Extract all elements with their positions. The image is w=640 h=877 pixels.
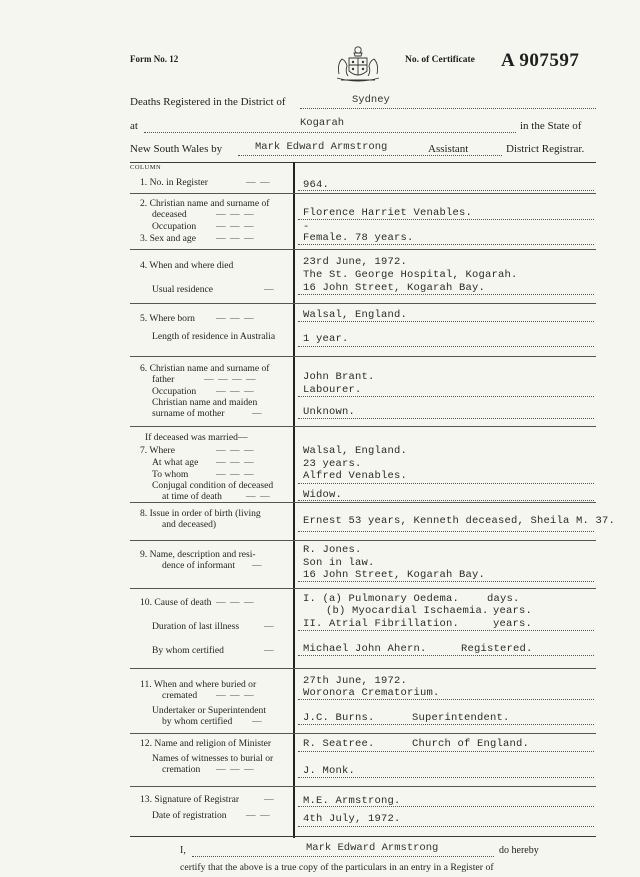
undertaker-name-value: J.C. Burns. — [303, 712, 375, 724]
register-number-label: 1. No. in Register — [140, 177, 208, 188]
certificate-number-label: No. of Certificate — [405, 55, 475, 65]
registrar-fill-line — [238, 155, 502, 156]
row-separator — [130, 733, 596, 734]
undertaker-label: Undertaker or Superintendent — [152, 705, 267, 716]
mother-name-label: Christian name and maiden — [152, 397, 258, 408]
cause-3-duration: years. — [493, 618, 533, 630]
do-hereby-label: do hereby — [499, 845, 539, 856]
registrar-signature-label: 13. Signature of Registrar — [140, 794, 240, 805]
father-name-value: John Brant. — [303, 371, 375, 383]
cause-2-duration: years. — [493, 605, 533, 617]
burial-date-value: 27th June, 1972. — [303, 675, 408, 687]
usual-residence-value: 16 John Street, Kogarah Bay. — [303, 282, 486, 294]
district-value: Sydney — [352, 94, 390, 106]
deceased-name-label-2: deceased — [152, 209, 187, 220]
father-name-label: 6. Christian name and surname of — [140, 363, 270, 374]
row-separator — [130, 588, 596, 589]
witnesses-label-2: cremation — [162, 764, 201, 775]
birthplace-label: 5. Where born — [140, 313, 195, 324]
sex-age-label: 3. Sex and age — [140, 233, 196, 244]
district-fill-line — [300, 108, 596, 109]
informant-description-value: Son in law. — [303, 557, 375, 569]
certifier-status-value: Registered. — [461, 643, 533, 655]
registration-date-value: 4th July, 1972. — [303, 813, 401, 825]
certified-by-label: By whom certified — [152, 645, 224, 656]
cause-1-value: I. (a) Pulmonary Oedema. — [303, 593, 460, 605]
conjugal-condition-label: Conjugal condition of deceased — [152, 480, 274, 491]
if-married-label: If deceased was married— — [145, 432, 248, 443]
registrar-prefix-label: New South Wales by — [130, 143, 223, 155]
row-separator — [130, 786, 596, 787]
usual-residence-label: Usual residence — [152, 284, 214, 295]
death-date-value: 23rd June, 1972. — [303, 256, 408, 268]
cause-3-value: II. Atrial Fibrillation. — [303, 618, 460, 630]
deceased-occupation-label: Occupation — [152, 221, 197, 232]
burial-place-value: Woronora Crematorium. — [303, 687, 440, 699]
row-separator — [130, 356, 596, 357]
conjugal-condition-value: Widow. — [303, 489, 343, 501]
marriage-place-value: Walsal, England. — [303, 445, 408, 457]
register-number-value: 964. — [303, 179, 330, 191]
death-when-where-label: 4. When and where died — [140, 260, 234, 271]
coat-of-arms-seal — [333, 44, 383, 84]
certificate-number: A 907597 — [501, 50, 580, 71]
registrar-signature-value: M.E. Armstrong. — [303, 795, 401, 807]
father-occupation-value: Labourer. — [303, 384, 362, 396]
spouse-label: To whom — [152, 469, 189, 480]
sex-age-value: Female. 78 years. — [303, 232, 414, 244]
burial-label-2: cremated — [162, 690, 198, 701]
place-value: Kogarah — [300, 117, 345, 129]
place-fill-line — [144, 132, 516, 133]
burial-label: 11. When and where buried or — [140, 679, 257, 690]
deceased-name-value: Florence Harriet Venables. — [303, 207, 473, 219]
informant-label: 9. Name, description and resi- — [140, 549, 256, 560]
cause-of-death-label: 10. Cause of death — [140, 597, 212, 608]
certify-i-label: I, — [180, 845, 186, 856]
death-place-value: The St. George Hospital, Kogarah. — [303, 269, 518, 281]
witnesses-label: Names of witnesses to burial or — [152, 753, 274, 764]
row-separator — [130, 303, 596, 304]
illness-duration-label: Duration of last illness — [152, 621, 240, 632]
informant-label-2: dence of informant — [162, 560, 235, 571]
registrar-assistant-label: Assistant — [428, 143, 469, 155]
district-registrar-label: District Registrar. — [506, 143, 585, 155]
residence-length-label: Length of residence in Australia — [152, 331, 276, 342]
issue-value: Ernest 53 years, Kenneth deceased, Sheila M. 37. — [303, 515, 616, 527]
table-top-rule — [130, 162, 596, 163]
row-separator — [130, 502, 596, 503]
cause-1-duration: days. — [487, 593, 520, 605]
birthplace-value: Walsal, England. — [303, 309, 408, 321]
district-prefix-label: Deaths Registered in the District of — [130, 96, 286, 108]
registrar-name: Mark Edward Armstrong — [255, 141, 388, 153]
certifier-name-value: Michael John Ahern. — [303, 643, 427, 655]
registration-date-label: Date of registration — [152, 810, 227, 821]
mother-name-label-2: surname of mother — [152, 408, 225, 419]
form-number: Form No. 12 — [130, 54, 179, 64]
certify-statement: certify that the above is a true copy of the particulars in an entry in a Register of — [180, 862, 494, 873]
minister-religion-value: Church of England. — [412, 738, 530, 750]
marriage-age-value: 23 years. — [303, 458, 362, 470]
row-separator — [130, 193, 596, 194]
table-bottom-rule — [130, 836, 596, 837]
mother-name-value: Unknown. — [303, 406, 356, 418]
marriage-age-label: At what age — [152, 457, 199, 468]
column-divider — [293, 162, 295, 838]
certifier-name: Mark Edward Armstrong — [306, 842, 439, 854]
row-separator — [130, 249, 596, 250]
issue-label: 8. Issue in order of birth (living — [140, 508, 261, 519]
row-separator — [130, 668, 596, 669]
state-suffix-label: in the State of — [520, 120, 582, 132]
father-occupation-label: Occupation — [152, 386, 197, 397]
row-separator — [130, 540, 596, 541]
deceased-occupation-value: - — [303, 221, 310, 233]
cause-2-value: (b) Myocardial Ischaemia. — [326, 605, 489, 617]
deceased-name-label: 2. Christian name and surname of — [140, 198, 270, 209]
row-separator — [130, 426, 596, 427]
residence-length-value: 1 year. — [303, 333, 349, 345]
father-name-label-2: father — [152, 374, 175, 385]
undertaker-role-value: Superintendent. — [412, 712, 510, 724]
place-prefix-label: at — [130, 120, 138, 132]
informant-residence-value: 16 John Street, Kogarah Bay. — [303, 569, 486, 581]
minister-name-value: R. Seatree. — [303, 738, 375, 750]
conjugal-condition-label-2: at time of death — [162, 491, 222, 502]
marriage-place-label: 7. Where — [140, 445, 175, 456]
witness-value: J. Monk. — [303, 765, 356, 777]
undertaker-label-2: by whom certified — [162, 716, 233, 727]
spouse-value: Alfred Venables. — [303, 470, 408, 482]
issue-label-2: and deceased) — [162, 519, 217, 530]
column-heading: COLUMN — [130, 164, 162, 171]
minister-label: 12. Name and religion of Minister — [140, 738, 272, 749]
informant-name-value: R. Jones. — [303, 544, 362, 556]
